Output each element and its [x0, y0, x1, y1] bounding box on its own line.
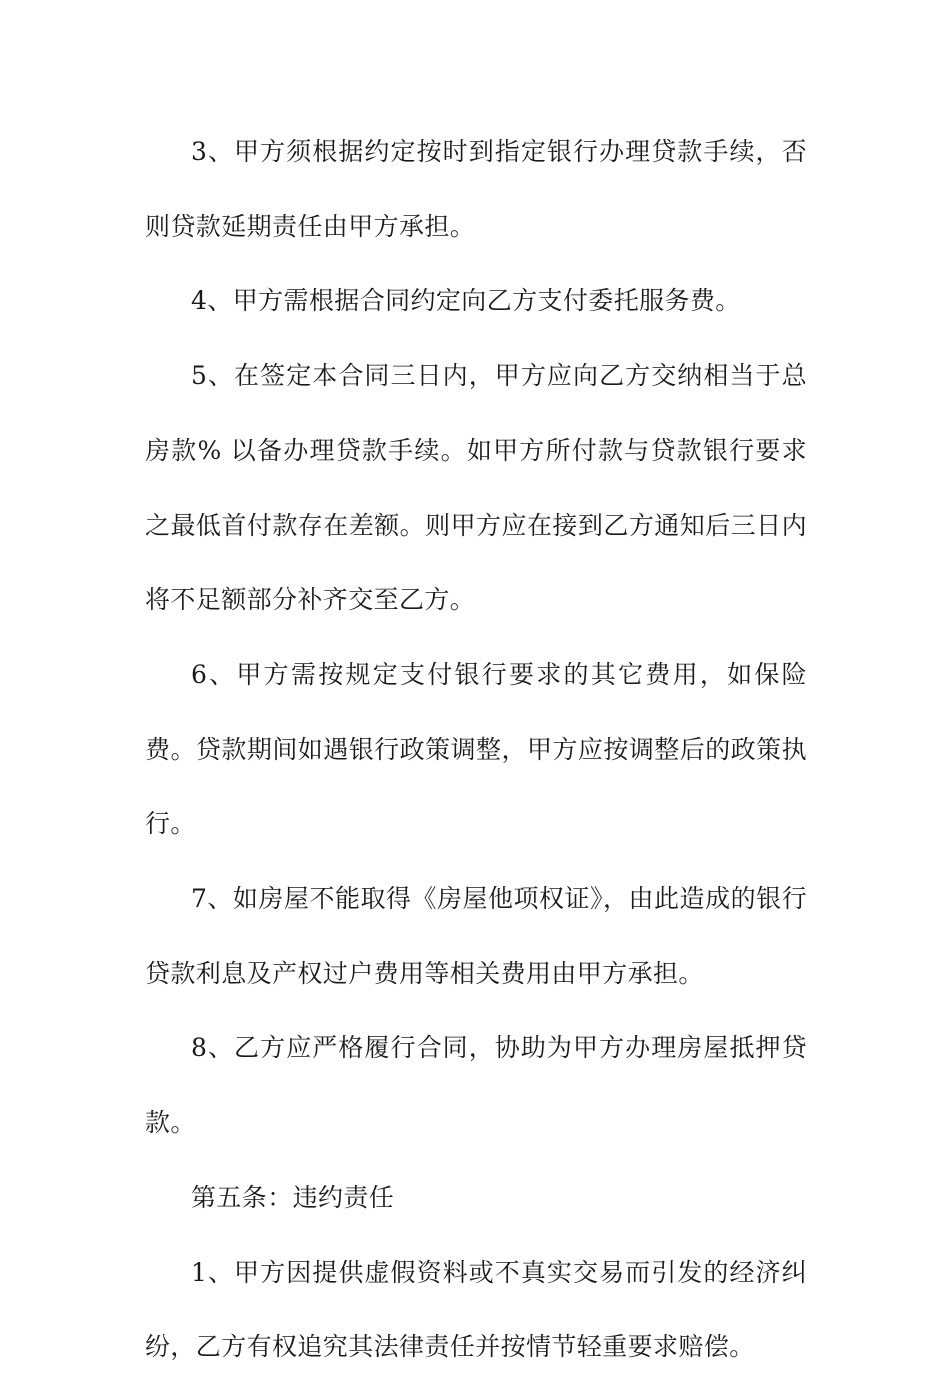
clause-7: 7、如房屋不能取得《房屋他项权证》，由此造成的银行贷款利息及产权过户费用等相关费用由甲方承担。: [145, 884, 807, 988]
article-5-clause-1: 1、甲方因提供虚假资料或不真实交易而引发的经济纠纷，乙方有权追究其法律责任并按情节轻重要求赔偿。: [145, 1257, 807, 1362]
clause-3: 3、甲方须根据约定按时到指定银行办理贷款手续，否则贷款延期责任由甲方承担。: [145, 137, 807, 241]
clause-5: 5、在签定本合同三日内，甲方应向乙方交纳相当于总房款% 以备办理贷款手续。如甲方所付款与贷款银行要求之最低首付款存在差额。则甲方应在接到乙方通知后三日内将不足额部分补齐交至乙方。: [145, 361, 807, 615]
article-5-heading: 第五条：违约责任: [191, 1182, 395, 1212]
clause-6: 6、甲方需按规定支付银行要求的其它费用，如保险费。贷款期间如遇银行政策调整，甲方应按调整后的政策执行。: [145, 659, 807, 839]
document-body: [145, 115, 807, 1385]
clause-8: 8、乙方应严格履行合同，协助为甲方办理房屋抵押贷款。: [145, 1033, 807, 1138]
clause-4: 4、甲方需根据合同约定向乙方支付委托服务费。: [191, 286, 741, 316]
